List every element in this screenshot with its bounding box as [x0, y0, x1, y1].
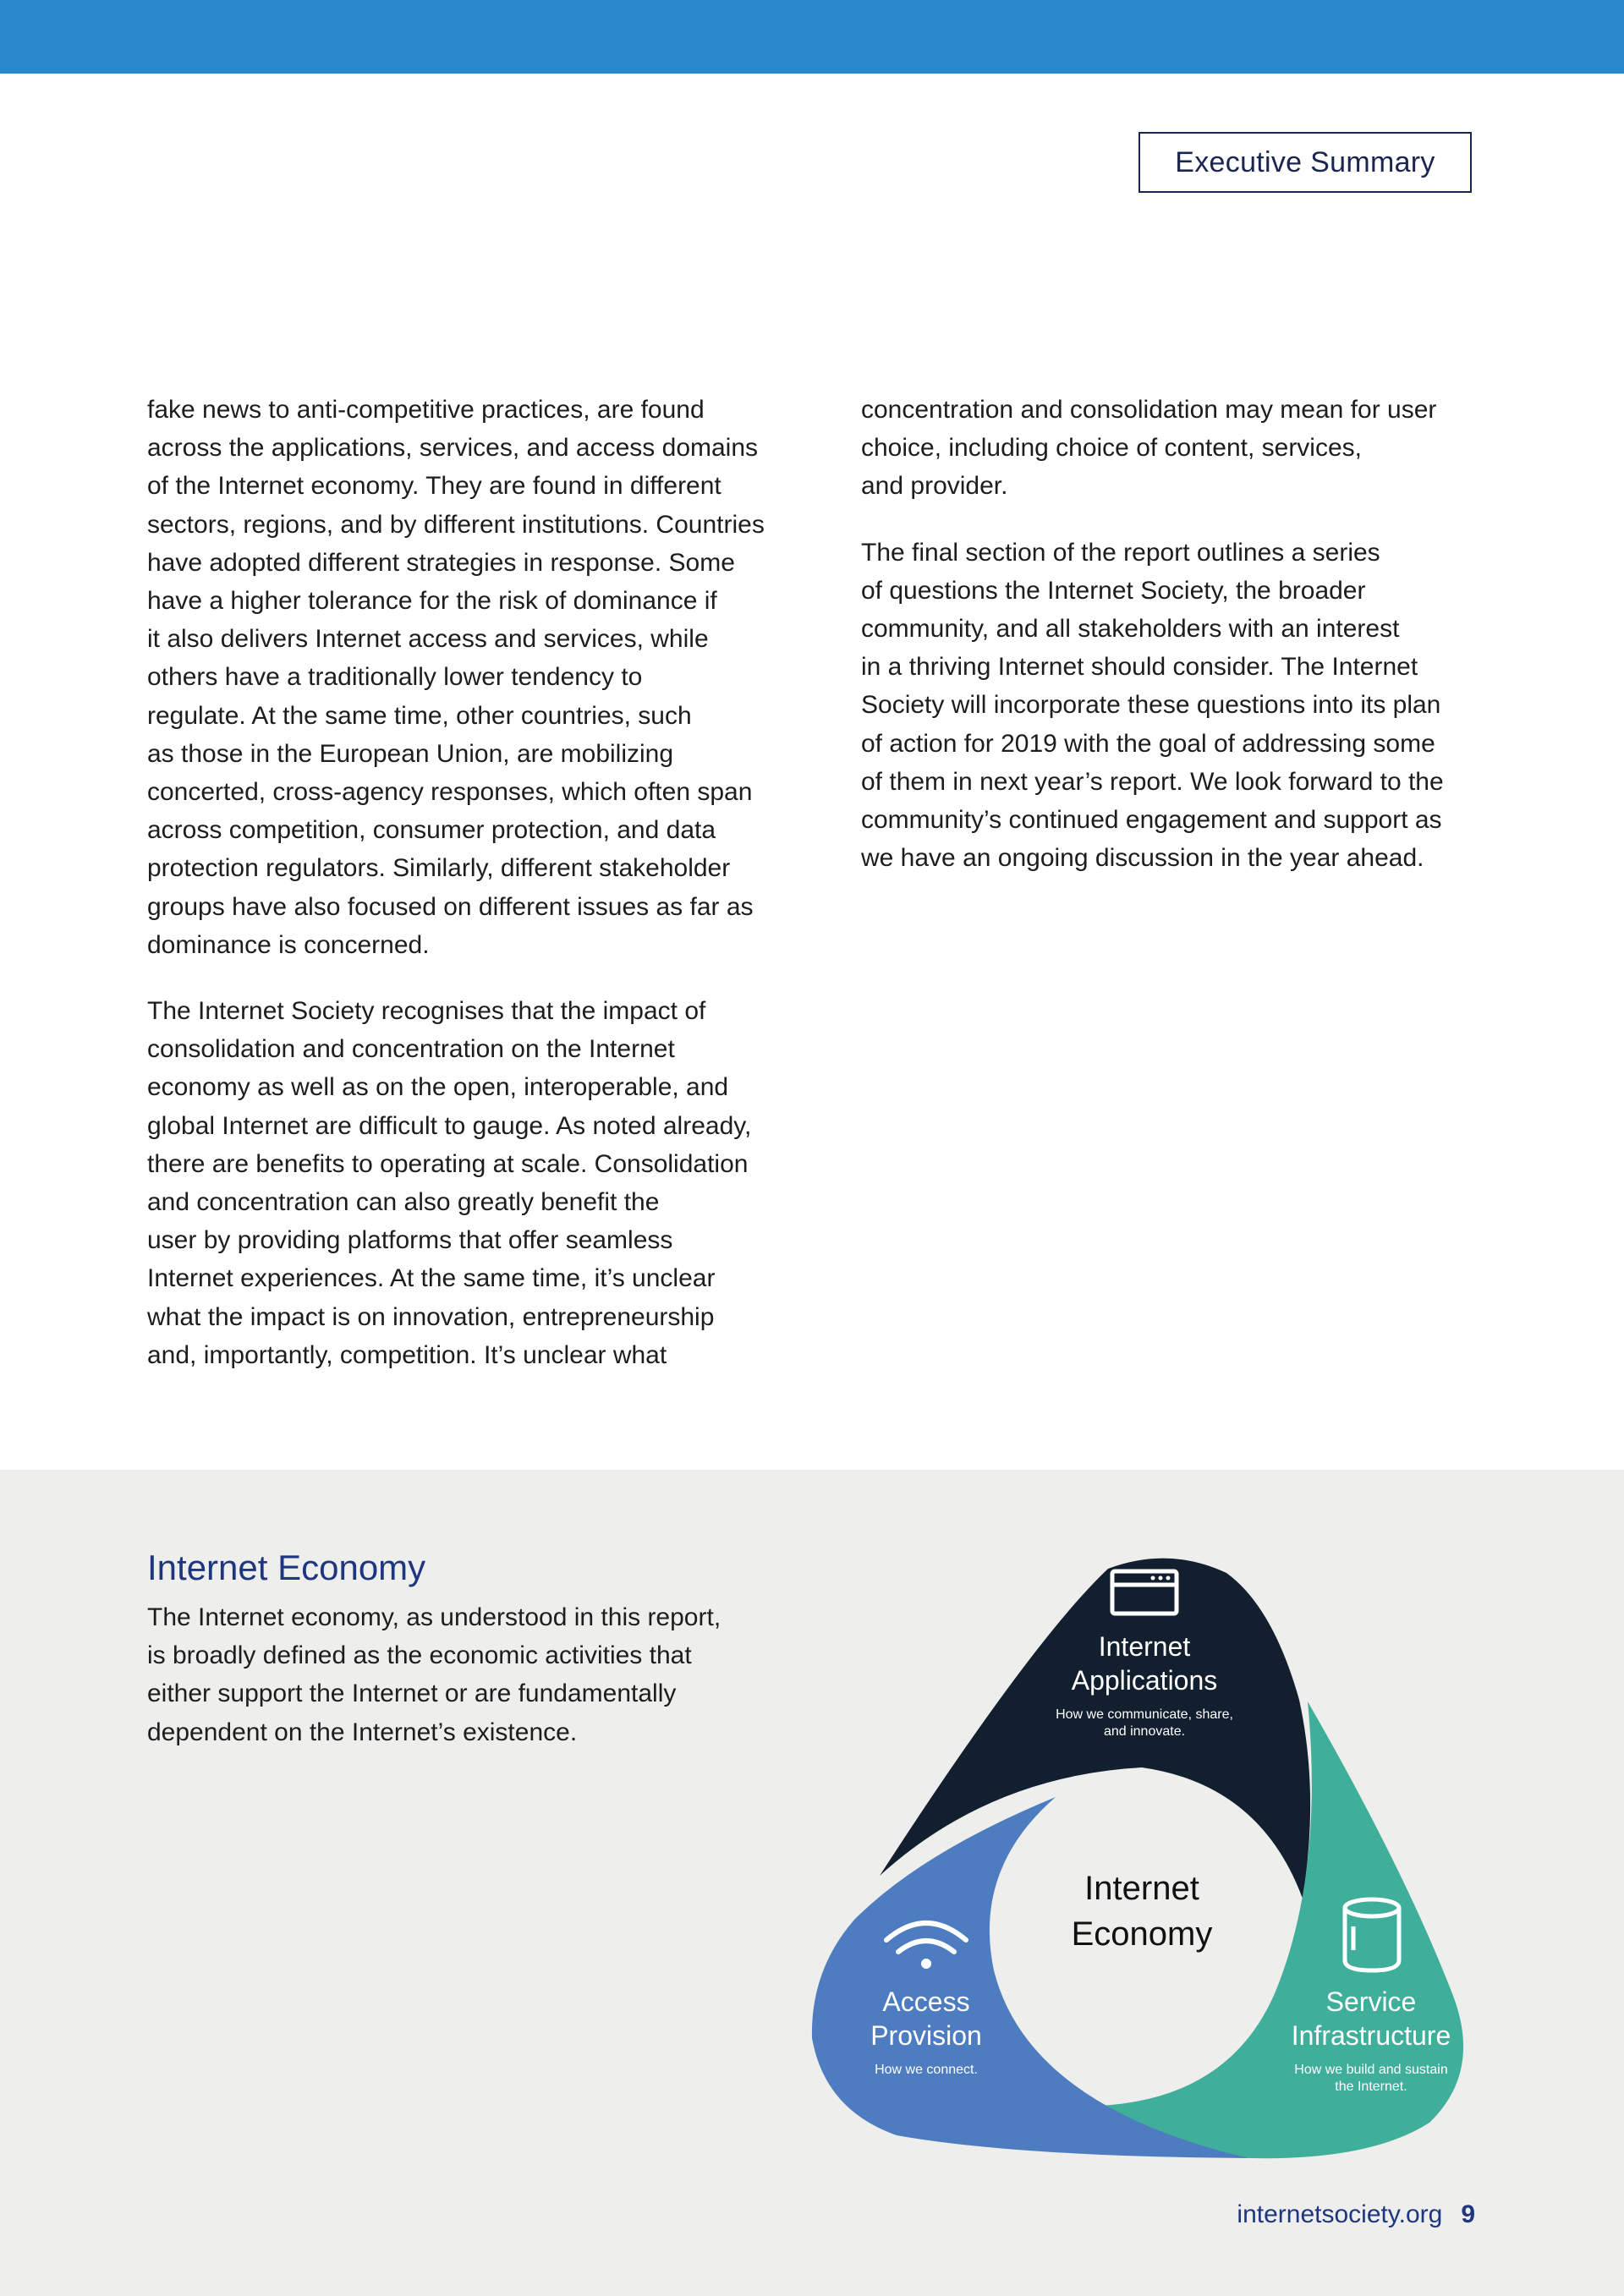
page-number: 9: [1461, 2200, 1475, 2228]
infrastructure-desc-2: the Internet.: [1335, 2080, 1407, 2094]
browser-dots: [1151, 1576, 1171, 1581]
footer-site[interactable]: internetsociety.org: [1237, 2200, 1443, 2228]
left-column: [147, 391, 782, 1402]
applications-title-2: Applications: [1071, 1665, 1218, 1696]
top-color-bar: [0, 0, 1624, 74]
footer: [1237, 2200, 1475, 2229]
applications-desc-1: How we communicate, share,: [1056, 1707, 1233, 1722]
sidebar-title: Internet Economy: [147, 1548, 426, 1587]
center-label-1: Internet: [1084, 1870, 1199, 1907]
access-title-1: Access: [882, 1986, 970, 2017]
paragraph: The final section of the report outlines a series of questions the Internet Society, the broader community, and all stakeholders with an interest in a thriving Internet should consider. The Internet Society will incorporate these questions into its plan of action for 2019 with the goal of addressing some of them in next year’s report. We look forward to the community’s continued engagement and support as we have an ongoing discussion in the year ahead.: [861, 538, 1444, 873]
access-title-2: Provision: [870, 2020, 982, 2051]
paragraph: concentration and consolidation may mean for user choice, including choice of content, services, and provider.: [861, 396, 1437, 501]
infrastructure-title-2: Infrastructure: [1291, 2020, 1451, 2051]
infrastructure-title-1: Service: [1325, 1986, 1417, 2017]
internet-economy-diagram: [795, 1539, 1506, 2182]
right-column: [861, 391, 1495, 905]
paragraph: The Internet Society recognises that the impact of consolidation and concentration on the Internet economy as well as on the open, interoperable, and global Internet are difficult to gauge. As noted already, there are benefits to operating at scale. Consolidation and concentration can also greatly benefit the user by providing platforms that offer seamless Internet experiences. At the same time, it’s unclear what the impact is on innovation, entrepreneurship and, importantly, competition. It’s unclear what: [147, 997, 752, 1369]
wifi-dot: [921, 1959, 931, 1969]
section-tag: Executive Summary: [1138, 132, 1472, 193]
access-desc-1: How we connect.: [875, 2063, 978, 2077]
applications-desc-2: and innovate.: [1103, 1724, 1186, 1739]
center-label-2: Economy: [1071, 1915, 1213, 1953]
infrastructure-desc-1: How we build and sustain: [1294, 2063, 1448, 2077]
paragraph: fake news to anti-competitive practices, are found across the applications, services, and access domains of the Internet economy. They are found in different sectors, regions, and by different institutions. Countries have adopted different strategies in response. Some have a higher tolerance for the risk of dominance if it also delivers Internet access and services, while others have a traditionally lower tendency to regulate. At the same time, other countries, such as those in the European Union, are mobilizing concerted, cross-agency responses, which often span across competition, consumer protection, and data protection regulators. Similarly, different stakeholder groups have also focused on different issues as far as dominance is concerned.: [147, 396, 765, 959]
applications-title-1: Internet: [1098, 1631, 1191, 1662]
segment-applications: [880, 1559, 1310, 1899]
sidebar-body: The Internet economy, as understood in this report, is broadly defined as the economic activities that either support the Internet or are fundamentally dependent on the Internet’s existence.: [147, 1603, 721, 1746]
